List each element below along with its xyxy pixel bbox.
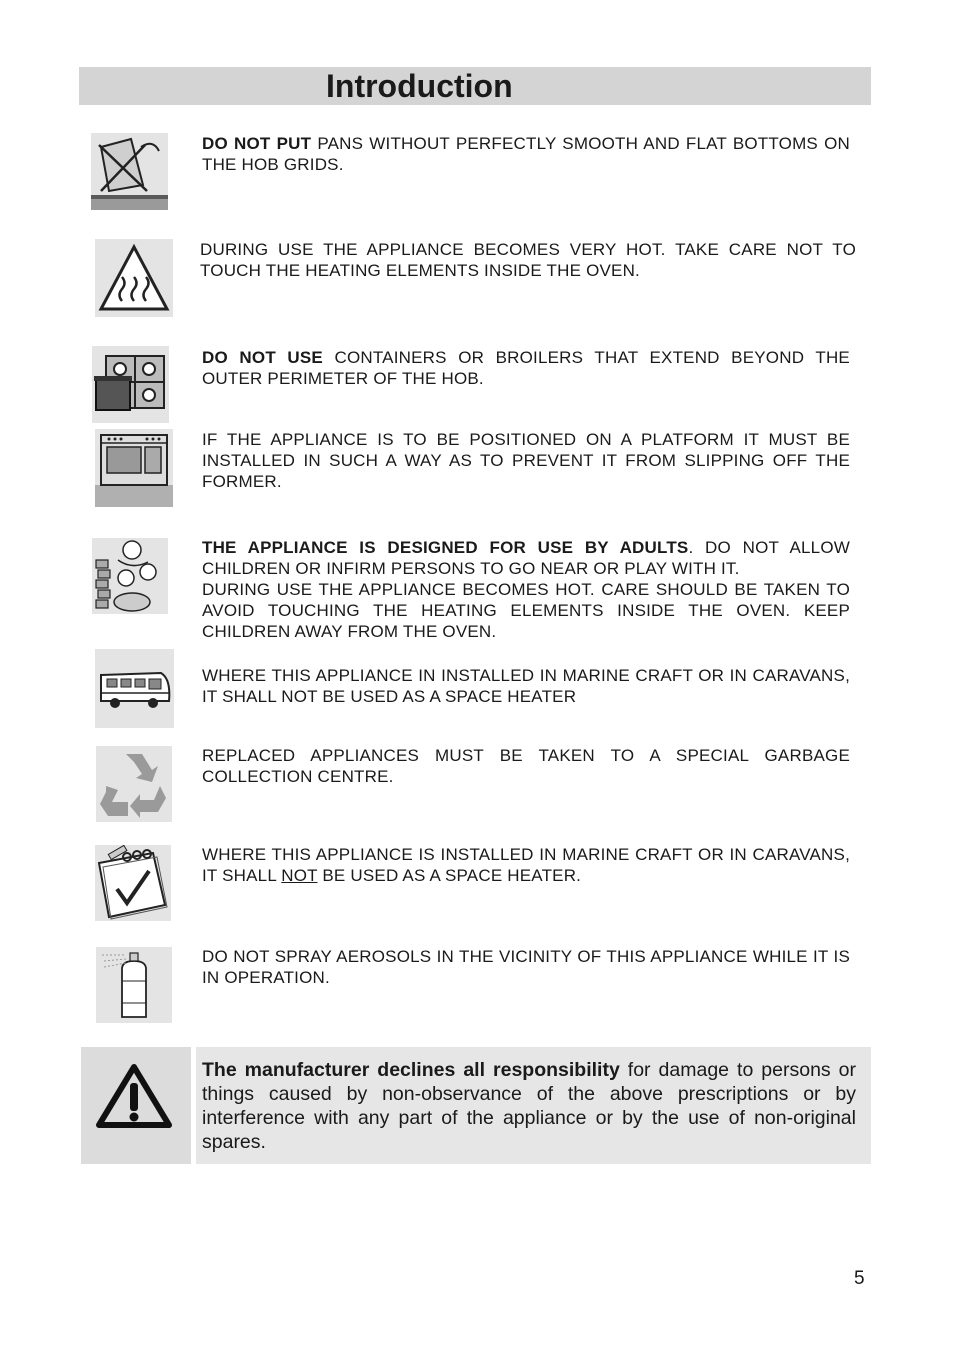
item-text: REPLACED APPLIANCES MUST BE TAKEN TO A SPECIAL GARBAGE COLLECTION CENTRE. <box>202 746 850 786</box>
item-bold: THE APPLIANCE IS DESIGNED FOR USE BY ADULTS <box>202 538 689 557</box>
item-text: IF THE APPLIANCE IS TO BE POSITIONED ON A PLATFORM IT MUST BE INSTALLED IN SUCH A WAY AS TO PREVENT IT FROM SLIPPING OFF THE FORMER. <box>202 430 850 491</box>
footer-icon-box <box>81 1047 191 1164</box>
children-icon <box>92 538 168 614</box>
footer-body: for damage to persons or things caused by non-observance of the above prescriptions or by interference with any part of the appliance or by the use of non-original spares. <box>202 1059 857 1153</box>
item-bold: DO NOT USE <box>202 348 323 367</box>
hob-container-icon <box>92 346 169 423</box>
item-text <box>202 537 850 642</box>
item-body-after: BE USED AS A SPACE HEATER. <box>317 866 582 885</box>
footer-bold: The manufacturer declines all responsibility <box>202 1059 620 1081</box>
page-header <box>79 67 871 105</box>
page-number: 5 <box>854 1268 865 1289</box>
caravan-icon <box>95 649 174 728</box>
item-text: WHERE THIS APPLIANCE IN INSTALLED IN MARINE CRAFT OR IN CARAVANS, IT SHALL NOT BE USED AS A SPACE HEATER <box>202 666 850 706</box>
item-body: CONTAINERS OR BROILERS THAT EXTEND BEYOND THE OUTER PERIMETER OF THE HOB. <box>202 348 850 388</box>
item-bold: DO NOT PUT <box>202 134 312 153</box>
item-text <box>202 347 850 389</box>
item-body: PANS WITHOUT PERFECTLY SMOOTH AND FLAT BOTTOMS ON THE HOB GRIDS. <box>202 134 850 174</box>
item-body: . DO NOT ALLOW CHILDREN OR INFIRM PERSONS TO GO NEAR OR PLAY WITH IT. <box>202 538 850 578</box>
item-text <box>202 133 850 175</box>
footer-text <box>202 1058 856 1154</box>
appliance-on-platform-icon <box>95 429 173 507</box>
item-body: WHERE THIS APPLIANCE IS INSTALLED IN MARINE CRAFT OR IN CARAVANS, IT SHALL <box>202 845 850 885</box>
notepad-check-icon <box>95 845 171 921</box>
item-body-continued: DURING USE THE APPLIANCE BECOMES HOT. CARE SHOULD BE TAKEN TO AVOID TOUCHING THE HEATING ELEMENTS INSIDE THE OVEN. KEEP CHILDREN AWAY FROM THE OVEN. <box>202 580 850 641</box>
item-underlined: NOT <box>281 866 318 885</box>
item-text <box>202 844 850 886</box>
page-title: Introduction <box>326 68 513 104</box>
hot-surface-warning-icon <box>95 239 173 317</box>
recycle-icon <box>96 746 172 822</box>
item-text: DO NOT SPRAY AEROSOLS IN THE VICINITY OF THIS APPLIANCE WHILE IT IS IN OPERATION. <box>202 947 850 987</box>
item-text: DURING USE THE APPLIANCE BECOMES VERY HOT. TAKE CARE NOT TO TOUCH THE HEATING ELEMENTS INSIDE THE OVEN. <box>200 240 856 280</box>
warning-triangle-icon <box>81 1047 191 1164</box>
pan-not-flat-icon <box>91 133 168 210</box>
aerosol-can-icon <box>96 947 172 1023</box>
footer-divider <box>191 1047 196 1164</box>
